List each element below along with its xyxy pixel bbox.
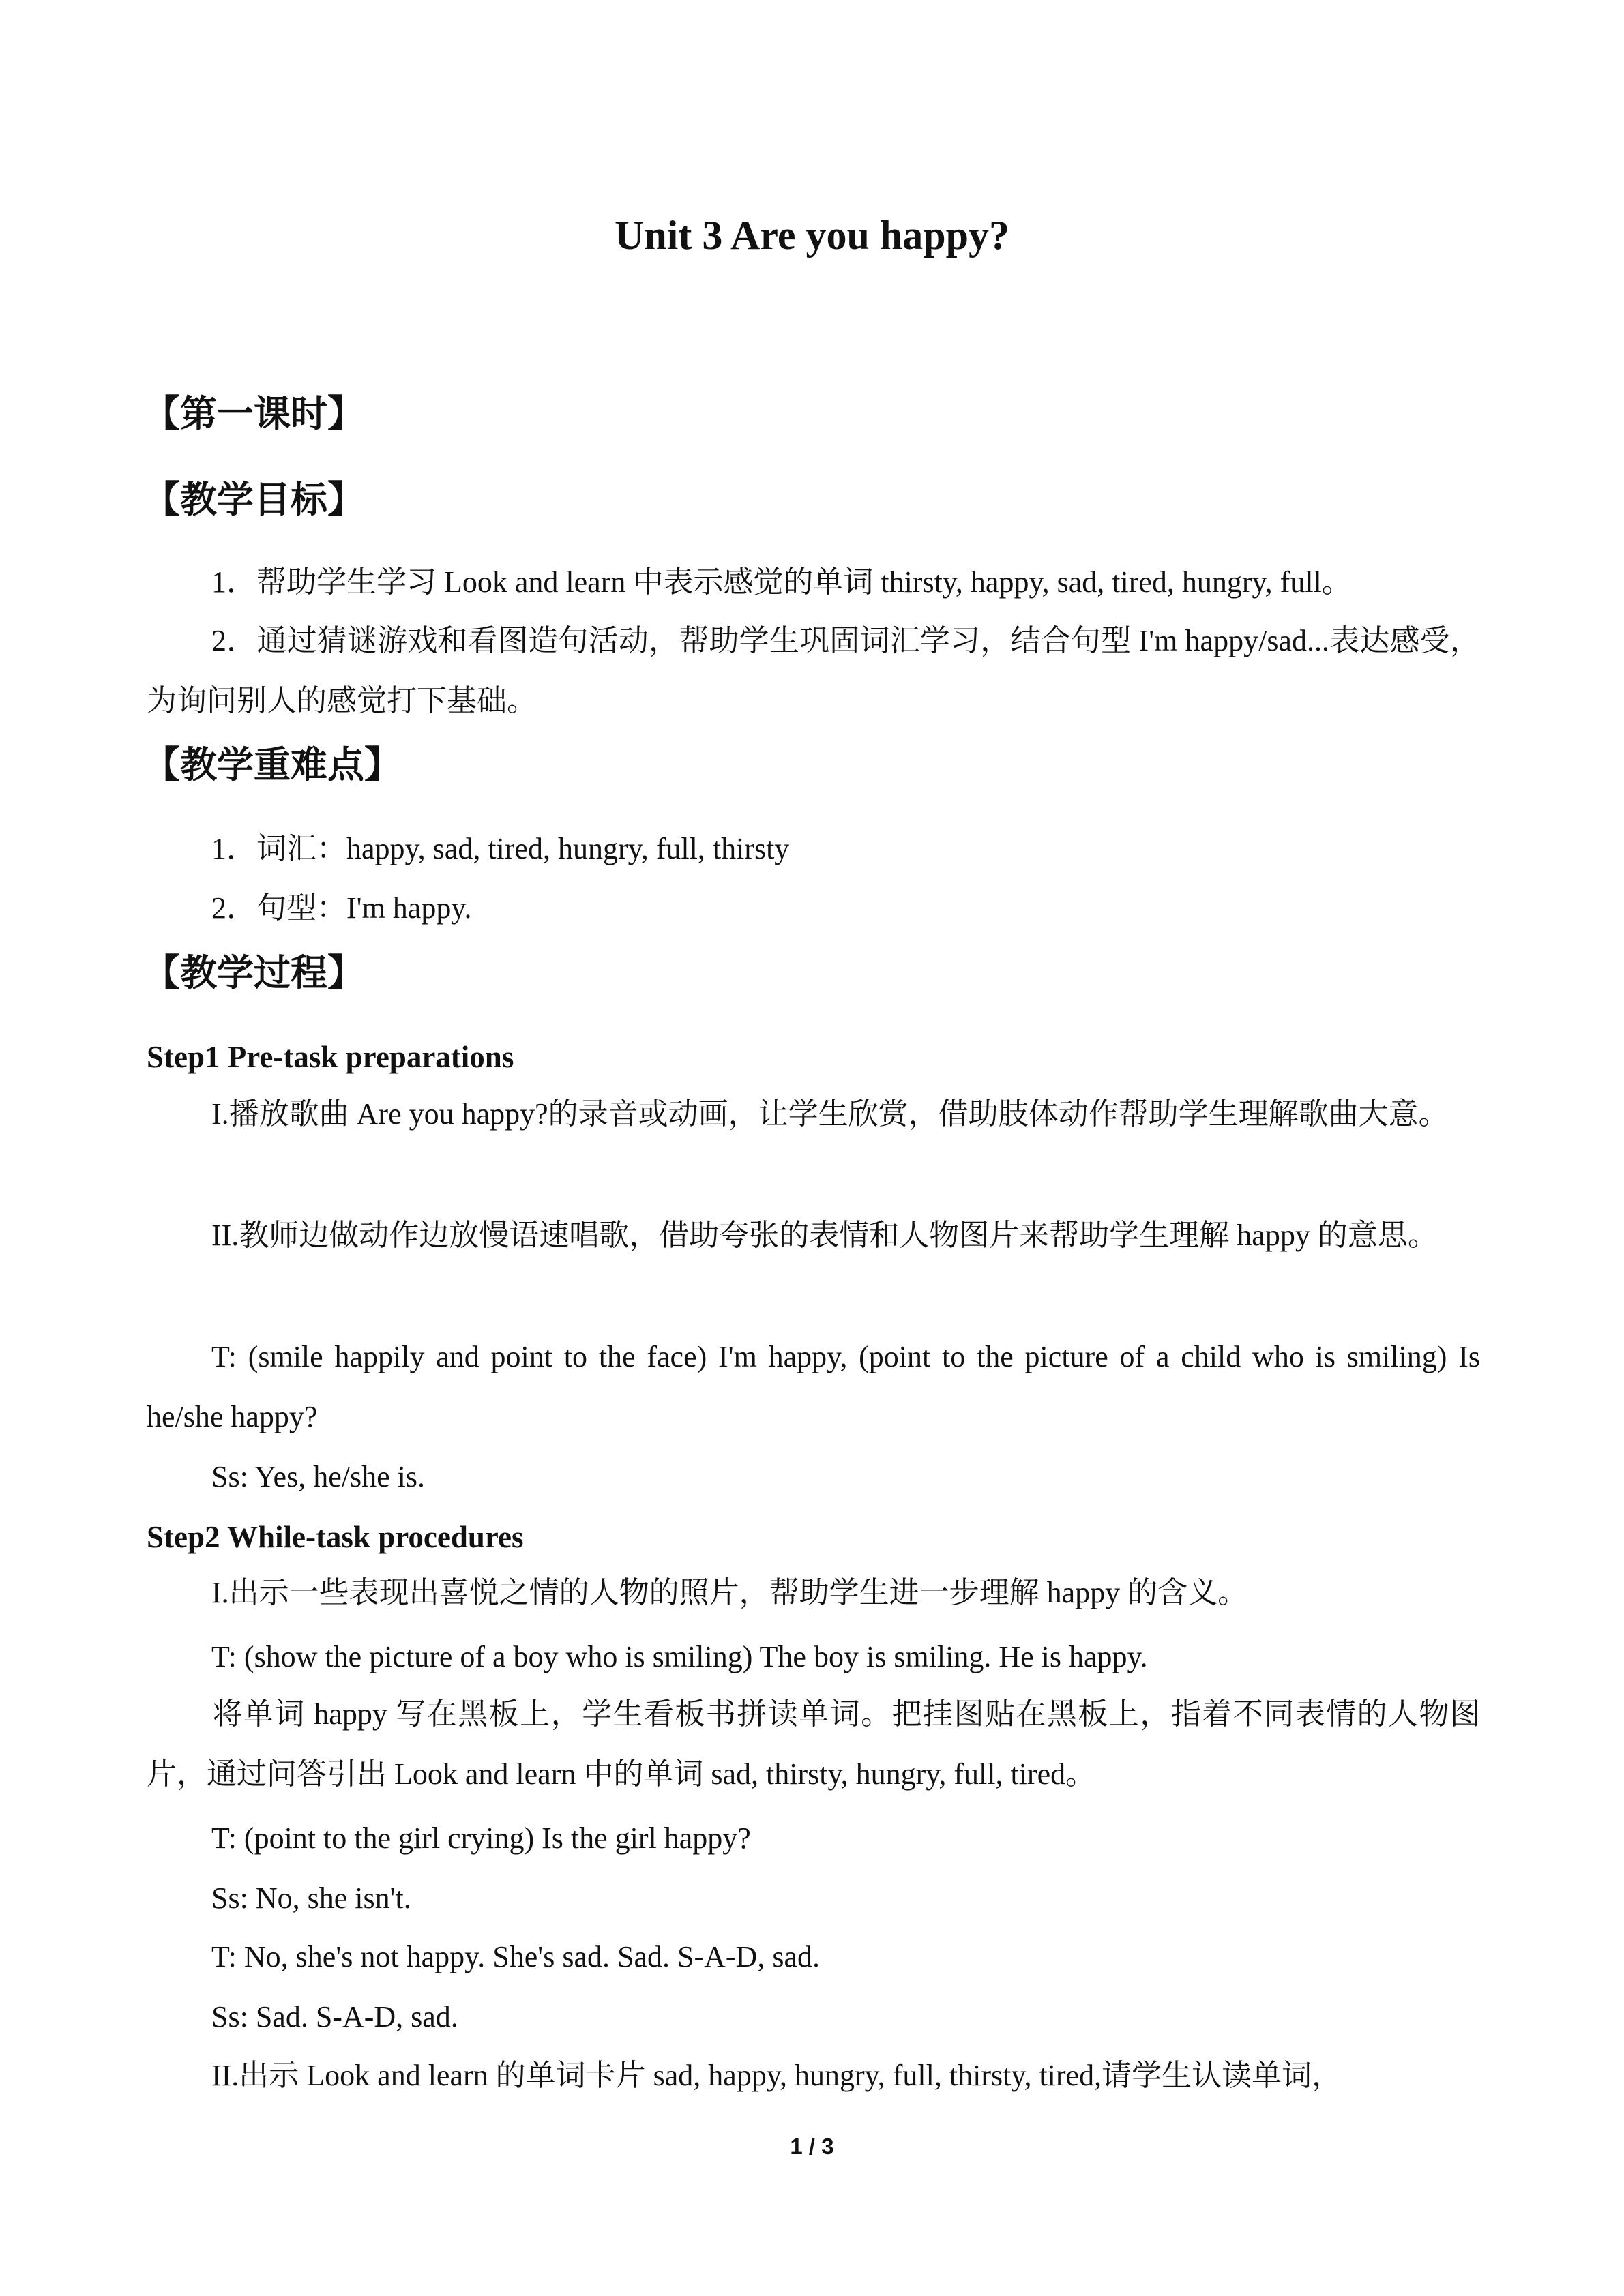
step1-paragraph-2: II.教师边做动作边放慢语速唱歌，借助夸张的表情和人物图片来帮助学生理解 happy 的意思。	[211, 1219, 1438, 1252]
objective-item-1: 1．帮助学生学习 Look and learn 中表示感觉的单词 thirsty, happy, sad, tired, hungry, full。	[211, 565, 1352, 599]
heading-key-points: 【教学重难点】	[143, 743, 401, 786]
key-point-item-2: 2．句型：I'm happy.	[211, 891, 472, 925]
step1-title: Step1 Pre-task preparations	[147, 1040, 514, 1074]
step2-title: Step2 While-task procedures	[147, 1520, 524, 1554]
step2-line-1: I.出示一些表现出喜悦之情的人物的照片，帮助学生进一步理解 happy 的含义。	[211, 1576, 1248, 1609]
step2-line-5: Ss: No, she isn't.	[211, 1881, 411, 1915]
heading-process: 【教学过程】	[143, 951, 364, 994]
step2-line-7: Ss: Sad. S-A-D, sad.	[211, 2000, 458, 2033]
step1-paragraph-1: I.播放歌曲 Are you happy?的录音或动画，让学生欣赏，借助肢体动作帮助学生理解歌曲大意。	[211, 1097, 1449, 1131]
key-point-item-1: 1．词汇：happy, sad, tired, hungry, full, thirsty	[211, 832, 790, 865]
heading-objectives: 【教学目标】	[143, 478, 364, 521]
page-number: 1 / 3	[790, 2134, 834, 2159]
objective-item-2: 2．通过猜谜游戏和看图造句活动，帮助学生巩固词汇学习，结合句型 I'm happy/sad...表达感受，为询问别人的感觉打下基础。	[147, 624, 1480, 717]
document-title: Unit 3 Are you happy?	[614, 213, 1010, 258]
heading-lesson: 【第一课时】	[143, 392, 364, 435]
step1-paragraph-3: T: (smile happily and point to the face) I'm happy, (point to the picture of a child who is smiling) Is he/she happy?	[147, 1340, 1480, 1433]
step2-line-6: T: No, she's not happy. She's sad. Sad. S-A-D, sad.	[211, 1940, 820, 1973]
step2-line-2: T: (show the picture of a boy who is smiling) The boy is smiling. He is happy.	[211, 1640, 1148, 1673]
step2-paragraph-3: 将单词 happy 写在黑板上，学生看板书拼读单词。把挂图贴在黑板上，指着不同表情的人物图片，通过问答引出 Look and learn 中的单词 sad, thirsty, hungry, full, tired。	[147, 1697, 1480, 1791]
step2-line-4: T: (point to the girl crying) Is the girl happy?	[211, 1821, 751, 1855]
step1-line-4: Ss: Yes, he/she is.	[211, 1460, 425, 1493]
step2-line-8: II.出示 Look and learn 的单词卡片 sad, happy, hungry, full, thirsty, tired,请学生认读单词，	[211, 2059, 1342, 2092]
